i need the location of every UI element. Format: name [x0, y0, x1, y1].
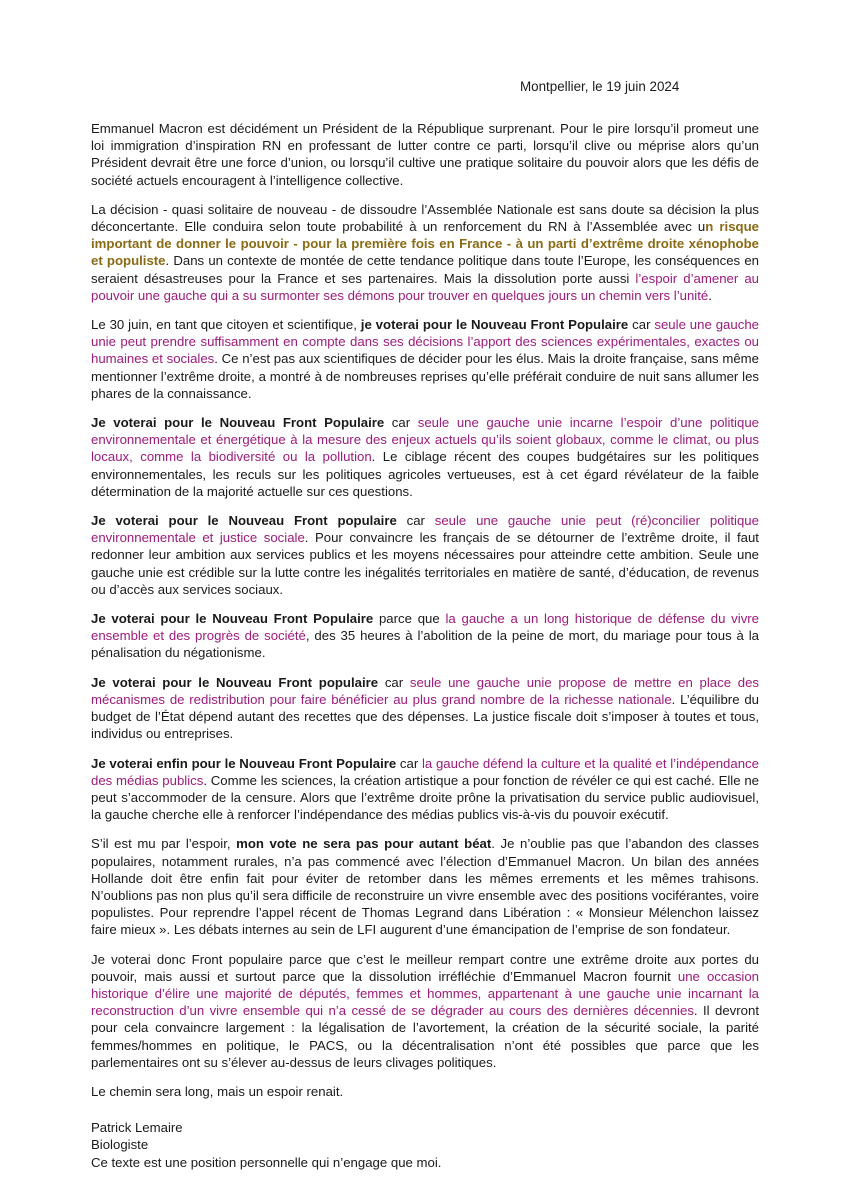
- p1-text: Emmanuel Macron est décidément un Président de la République surprenant. Pour le pire lorsqu’il promeut une loi immigration d’inspiration RN en professant de lutter contre ce parti, lorsqu’il clive ou méprise alors qu’un Président devrait être une force d’union, ou lorsqu’il cultive une pratique solitaire du pouvoir alors que les défis de société actuels encouragent à l’intelligence collective.: [91, 121, 759, 188]
- p8-highlight: la gauche défend la culture et la qualité et l’indépendance des médias publics: [91, 755, 759, 788]
- p5-vote-statement: Je voterai pour le Nouveau Front populaire: [91, 513, 397, 529]
- p3-highlight: seule une gauche unie peut prendre suffisamment en compte dans ses décisions l’apport des sciences expérimentales, exactes ou humaines et sociales: [91, 317, 759, 367]
- p8-vote-statement: Je voterai enfin pour le Nouveau Front Populaire: [91, 755, 397, 771]
- p5-text: . Pour convaincre les français de se détourner de l’extrême droite, il faut redonner leur ambition aux services publics et les moyens nécessaires pour atteindre cette ambition. Seule une gauche unie est crédible sur la lutte contre les inégalités territoriales en matière de santé, d’éducation, de revenus ou d’accès aux services sociaux.: [91, 530, 759, 597]
- p2-text-2: . Dans un contexte de montée de cette tendance politique dans toute l’Europe, les conséquences en seraient désastreuses pour la France et ses partenaires. Mais la dissolution porte aussi: [91, 253, 760, 286]
- paragraph-6: [91, 610, 759, 662]
- p2-highlight-hope: l’espoir d’amener au pouvoir une gauche qui a su surmonter ses démons pour trouver en quelques jours un chemin vers l’unité: [91, 270, 759, 303]
- p7-conj: car: [378, 674, 410, 690]
- p4-text: . Le ciblage récent des coupes budgétaires sur les politiques environnementales, les reculs sur les politiques agricoles vertueuses, est à cet égard révélateur de la faible détermination de la majorité actuelle sur ces questions.: [91, 449, 759, 499]
- paragraph-7: [91, 674, 759, 743]
- p10-text-2: . Il devront pour cela convaincre largement : la légalisation de l’avortement, la création de la sécurité sociale, la parité femmes/hommes en politique, le PACS, ou la décentralisation n’ont été possibles que parce que les parlementaires ont su s’élever au-dessus de leurs clivages politiques.: [91, 1003, 759, 1070]
- paragraph-2: [91, 201, 759, 304]
- signature-disclaimer: Ce texte est une position personnelle qui n’engage que moi.: [91, 1154, 442, 1170]
- signature-title: Biologiste: [91, 1137, 149, 1153]
- closing-line: Le chemin sera long, mais un espoir renait.: [91, 1083, 344, 1099]
- p3-text-2: . Ce n’est pas aux scientifiques de décider pour les élus. Mais la droite française, sans même mentionner l’extrême droite, a montré à de nombreuses reprises qu’elle préférait conduire de nuit sans allumer les phares de la connaissance.: [91, 351, 760, 401]
- p9-text: S’il est mu par l’espoir,: [91, 836, 237, 852]
- p7-highlight: seule une gauche unie propose de mettre en place des mécanismes de redistribution pour faire bénéficier au plus grand nombre de la richesse nationale: [91, 674, 759, 707]
- paragraph-3: [91, 316, 759, 402]
- p2-highlight-risk: n risque important de donner le pouvoir - pour la première fois en France - à un parti d’extrême droite xénophobe et populiste: [91, 219, 760, 269]
- p9-bold-statement: mon vote ne sera pas pour autant béat: [236, 836, 492, 852]
- p3-text: Le 30 juin, en tant que citoyen et scientifique,: [91, 317, 361, 333]
- dateline: Montpellier, le 19 juin 2024: [520, 79, 680, 94]
- p6-highlight: la gauche a un long historique de défense du vivre ensemble et des progrès de société: [91, 611, 760, 644]
- paragraph-1: [91, 120, 759, 189]
- p4-vote-statement: Je voterai pour le Nouveau Front Populaire: [91, 415, 385, 431]
- paragraph-5: [91, 512, 759, 598]
- p3-conj: car: [628, 317, 655, 333]
- p7-vote-statement: Je voterai pour le Nouveau Front populaire: [91, 674, 379, 690]
- paragraph-8: [91, 755, 759, 824]
- p6-vote-statement: Je voterai pour le Nouveau Front Populaire: [91, 611, 374, 627]
- p10-highlight: une occasion historique d’élire une majorité de députés, femmes et hommes, appartenant à une gauche unie incarnant la reconstruction d’un vivre ensemble qui n’a cessé de se dégrader au cours des dernières décennies: [91, 968, 760, 1019]
- paragraph-10: [91, 951, 759, 1071]
- paragraph-4: [91, 414, 759, 500]
- p2-text-3: .: [708, 287, 712, 303]
- letter-body: [91, 120, 759, 1171]
- p6-text: , des 35 heures à l’abolition de la peine de mort, du mariage pour tous à la pénalisation du négationisme.: [91, 628, 759, 661]
- p3-vote-statement: je voterai pour le Nouveau Front Populaire: [360, 317, 629, 333]
- p5-highlight: seule une gauche unie peut (ré)concilier politique environnementale et justice sociale: [91, 513, 759, 546]
- p8-conj: car: [396, 755, 422, 771]
- p5-conj: car: [396, 513, 435, 529]
- p2-text: La décision - quasi solitaire de nouveau - de dissoudre l’Assemblée Nationale est sans doute sa décision la plus déconcertante. Elle conduira selon toute probabilité à un renforcement du RN à l’Assemblée avec u: [91, 201, 759, 235]
- signature-name: Patrick Lemaire: [91, 1120, 183, 1136]
- p9-text-2: . Je n’oublie pas que l’abandon des classes populaires, notamment rurales, n’a pas commencé avec l’élection d’Emmanuel Macron. Un bilan des années Hollande doit être enfin fait pour éviter de retomber dans les mêmes errements et les mêmes trahisons. N’oublions pas non plus qu’il sera difficile de reconstruire un vivre ensemble avec des positions vociférantes, voire populistes. Pour reprendre l’appel récent de Thomas Legrand dans Libération : « Monsieur Mélenchon laissez faire mieux ». Les débats internes au sein de LFI augurent d’une émancipation de l’emprise de son fondateur.: [91, 836, 759, 938]
- p4-conj: car: [384, 415, 418, 431]
- p10-text: Je voterai donc Front populaire parce que c’est le meilleur rempart contre une extrême droite aux portes du pouvoir, mais aussi et surtout parce que la dissolution irréfléchie d’Emmanuel Macron fournit: [91, 951, 759, 984]
- paragraph-9: [91, 835, 759, 938]
- p4-highlight: seule une gauche unie incarne l’espoir d’une politique environnementale et énergétique à la mesure des enjeux actuels qu’ils soient globaux, comme le climat, ou plus locaux, comme la biodiversité ou la pollution: [91, 415, 759, 465]
- signature-block: [91, 1119, 759, 1171]
- p7-text: . L’équilibre du budget de l’État dépend autant des recettes que des dépenses. La justice fiscale doit s’imposer à toutes et tous, individus ou entreprises.: [91, 691, 759, 742]
- p6-conj: parce que: [373, 611, 446, 627]
- p8-text: . Comme les sciences, la création artistique a pour fonction de révéler ce qui est caché. Elle ne peut s’accommoder de la censure. Alors que l’extrême droite prône la privatisation du service public audiovisuel, la gauche cherche elle à renforcer l’indépendance des médias publics vis-à-vis du pouvoir exécutif.: [91, 772, 759, 823]
